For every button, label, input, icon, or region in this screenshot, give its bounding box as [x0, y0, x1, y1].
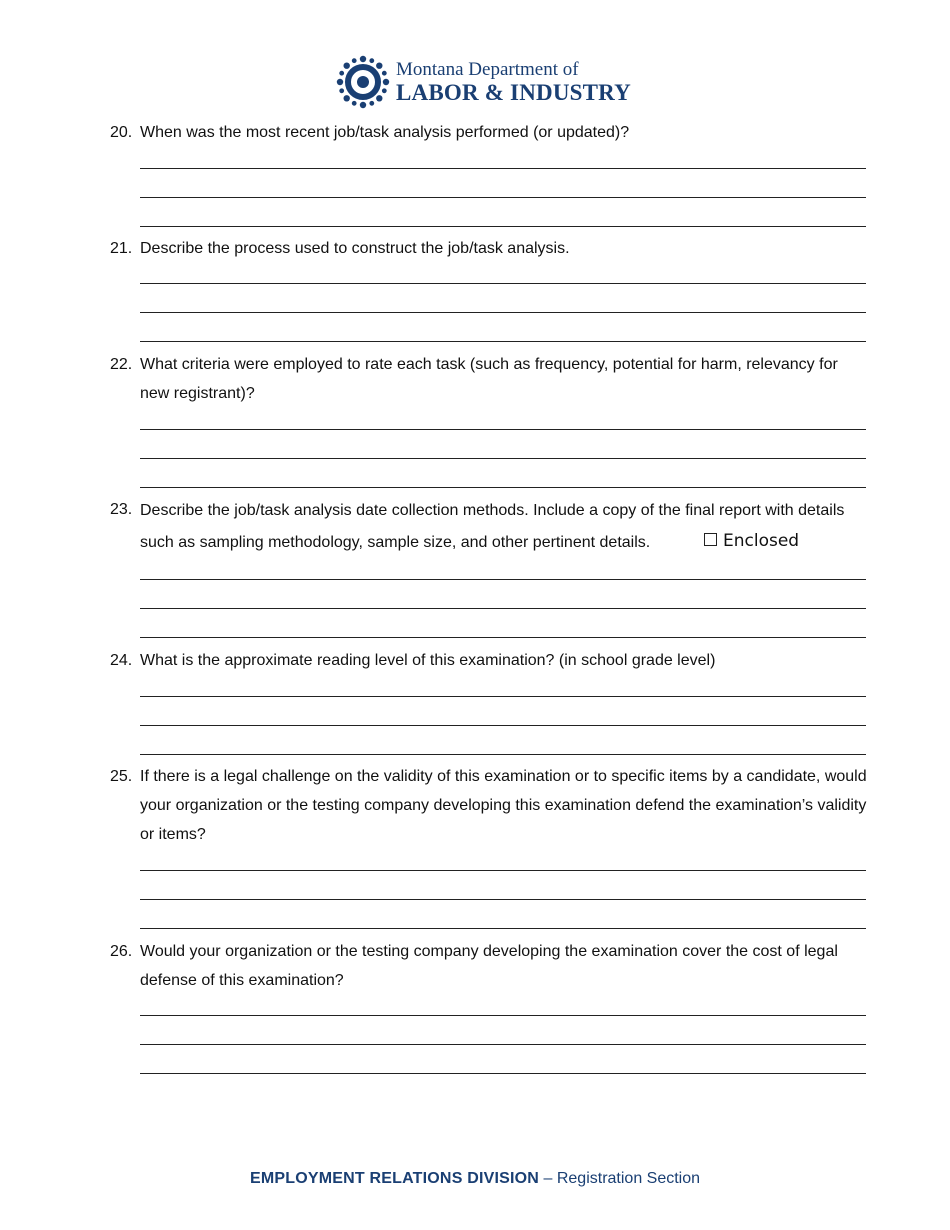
answer-line[interactable]	[140, 608, 866, 609]
question-number: 26.	[110, 943, 133, 960]
answer-line[interactable]	[140, 1073, 866, 1074]
question-text: When was the most recent job/task analysis performed (or updated)?	[140, 124, 630, 141]
footer-section: Registration Section	[556, 1170, 701, 1187]
enclosed-checkbox[interactable]	[704, 527, 799, 556]
question-number: 23.	[110, 501, 133, 518]
checkbox-icon[interactable]	[704, 533, 717, 546]
answer-line[interactable]	[140, 1015, 866, 1016]
question-number: 24.	[110, 652, 133, 669]
answer-line[interactable]	[140, 168, 866, 169]
gear-emblem-icon	[336, 55, 390, 109]
question-text: Describe the process used to construct the job/task analysis.	[140, 240, 570, 257]
page-header	[336, 54, 636, 110]
answer-line[interactable]	[140, 197, 866, 198]
question-text: Describe the job/task analysis date collection methods. Include a copy of the final report with details such as sampling methodology, sample size, and other pertinent details.	[140, 502, 845, 551]
answer-line[interactable]	[140, 283, 866, 284]
answer-line[interactable]	[140, 579, 866, 580]
question-text: What is the approximate reading level of this examination? (in school grade level)	[140, 652, 716, 669]
question-number: 25.	[110, 768, 133, 785]
question-number: 22.	[110, 356, 133, 373]
footer-separator: –	[539, 1170, 557, 1187]
answer-line[interactable]	[140, 429, 866, 430]
answer-line[interactable]	[140, 226, 866, 227]
question-text: If there is a legal challenge on the validity of this examination or to specific items by a candidate, would your organization or the testing company developing this examination defend the examination’s validity or items?	[140, 768, 867, 843]
answer-line[interactable]	[140, 487, 866, 488]
org-name-line2: LABOR & INDUSTRY	[396, 80, 631, 105]
enclosed-label: Enclosed	[723, 531, 800, 551]
question-text: Would your organization or the testing company developing the examination cover the cost of legal defense of this examination?	[140, 943, 838, 989]
question-text: What criteria were employed to rate each task (such as frequency, potential for harm, relevancy for new registrant)?	[140, 356, 838, 402]
answer-line[interactable]	[140, 928, 866, 929]
answer-line[interactable]	[140, 637, 866, 638]
question-number: 20.	[110, 124, 133, 141]
answer-line[interactable]	[140, 870, 866, 871]
answer-line[interactable]	[140, 696, 866, 697]
answer-line[interactable]	[140, 458, 866, 459]
answer-line[interactable]	[140, 754, 866, 755]
page-footer	[0, 1170, 950, 1188]
footer-division: EMPLOYMENT RELATIONS DIVISION	[249, 1170, 540, 1187]
answer-line[interactable]	[140, 1044, 866, 1045]
answer-line[interactable]	[140, 725, 866, 726]
answer-line[interactable]	[140, 341, 866, 342]
question-number: 21.	[110, 240, 133, 257]
answer-line[interactable]	[140, 899, 866, 900]
answer-line[interactable]	[140, 312, 866, 313]
org-name	[396, 60, 631, 104]
org-name-line1: Montana Department of	[396, 59, 579, 80]
